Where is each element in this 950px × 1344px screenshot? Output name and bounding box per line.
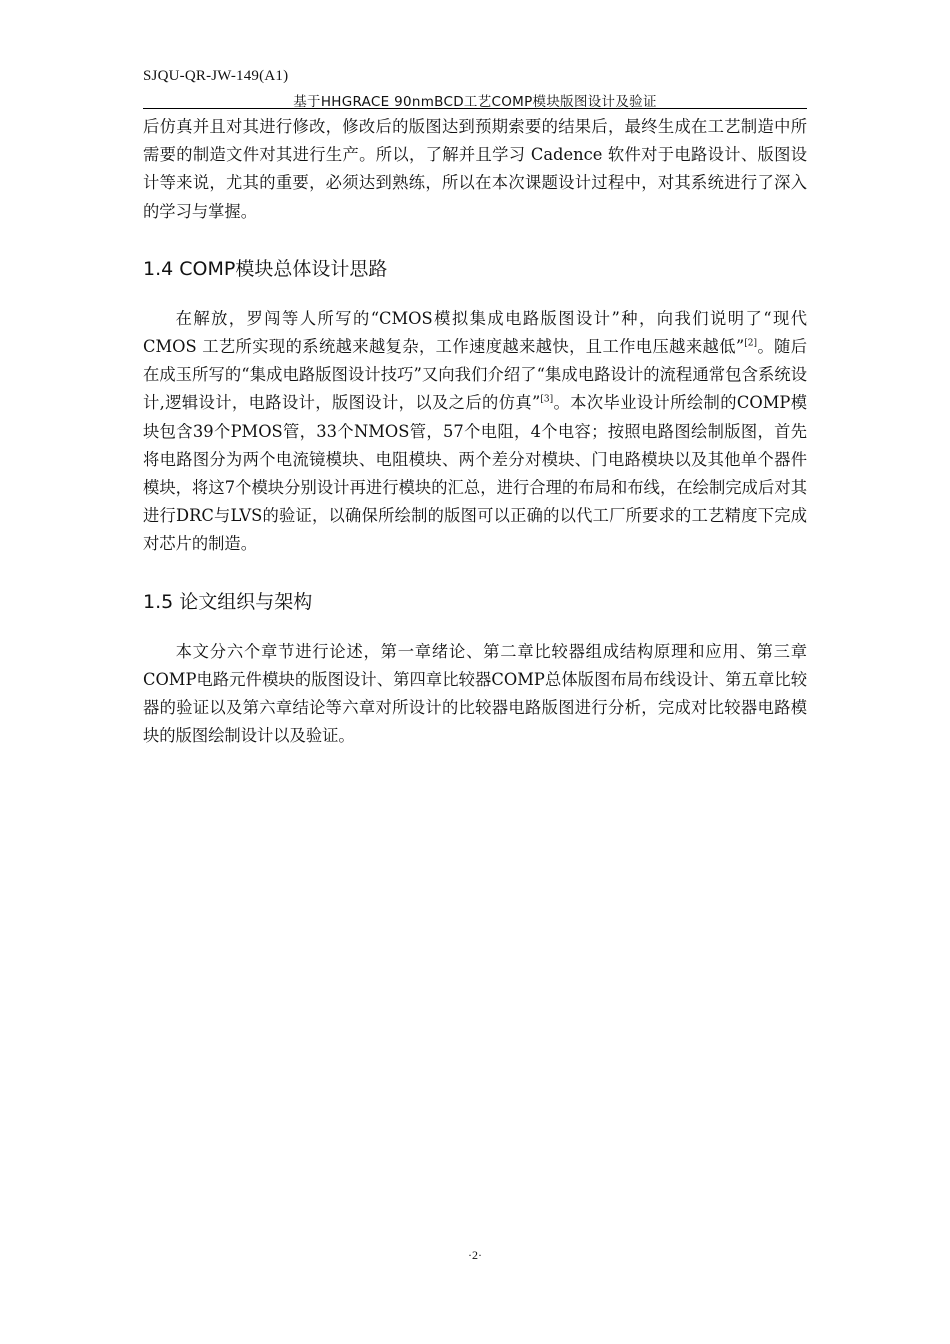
main-content <box>143 113 807 750</box>
paragraph-text-part-3: 。本次毕业设计所绘制的COMP模块包含39个PMOS管，33个NMOS管，57个电阻，4个电容；按照电路图绘制版图，首先将电路图分为两个电流镜模块、电阻模块、两个差分对模块、门电路模块以及其他单个器件模块，将这7个模块分别设计再进行模块的汇总，进行合理的布局和布线，在绘制完成后对其进行DRC与LVS的验证，以确保所绘制的版图可以正确的以代工厂所要求的工艺精度下完成对芯片的制造。 <box>143 393 807 554</box>
running-header-title: 基于HHGRACE 90nmBCD工艺COMP模块版图设计及验证 <box>293 94 657 110</box>
citation-3: [3] <box>540 395 554 405</box>
section-heading-1-4: 1.4 COMP模块总体设计思路 <box>143 257 388 280</box>
citation-2: [2] <box>744 338 757 349</box>
header-divider <box>143 108 807 109</box>
intro-paragraph: 后仿真并且对其进行修改，修改后的版图达到预期索要的结果后，最终生成在工艺制造中所需要的制造文件对其进行生产。所以，了解并且学习 Cadence 软件对于电路设计、版图设计等来说，尤其的重要，必须达到熟练，所以在本次课题设计过程中，对其系统进行了深入的学习与掌握。 <box>143 117 807 221</box>
page-number: ·2· <box>468 1248 482 1262</box>
paragraph-text-part-1: 在解放，罗闯等人所写的“CMOS模拟集成电路版图设计”种，向我们说明了“现代 CMOS 工艺所实现的系统越来越复杂，工作速度越来越快，且工作电压越来越低” <box>143 308 807 357</box>
paragraph-text-part-2: 。随后在成玉所写的“集成电路版图设计技巧”又向我们介绍了“集成电路设计的流程通常包含系统设计,逻辑设计，电路设计，版图设计，以及之后的仿真” <box>143 337 807 413</box>
section-1-4-paragraph <box>143 305 807 559</box>
document-code: SJQU-QR-JW-149(A1) <box>143 68 289 84</box>
section-1-5-paragraph: 本文分六个章节进行论述，第一章绪论、第二章比较器组成结构原理和应用、第三章COMP电路元件模块的版图设计、第四章比较器COMP总体版图布局布线设计、第五章比较器的验证以及第六章结论等六章对所设计的比较器电路版图进行分析，完成对比较器电路模块的版图绘制设计以及验证。 <box>143 641 807 746</box>
section-heading-1-5: 1.5 论文组织与架构 <box>143 590 313 613</box>
